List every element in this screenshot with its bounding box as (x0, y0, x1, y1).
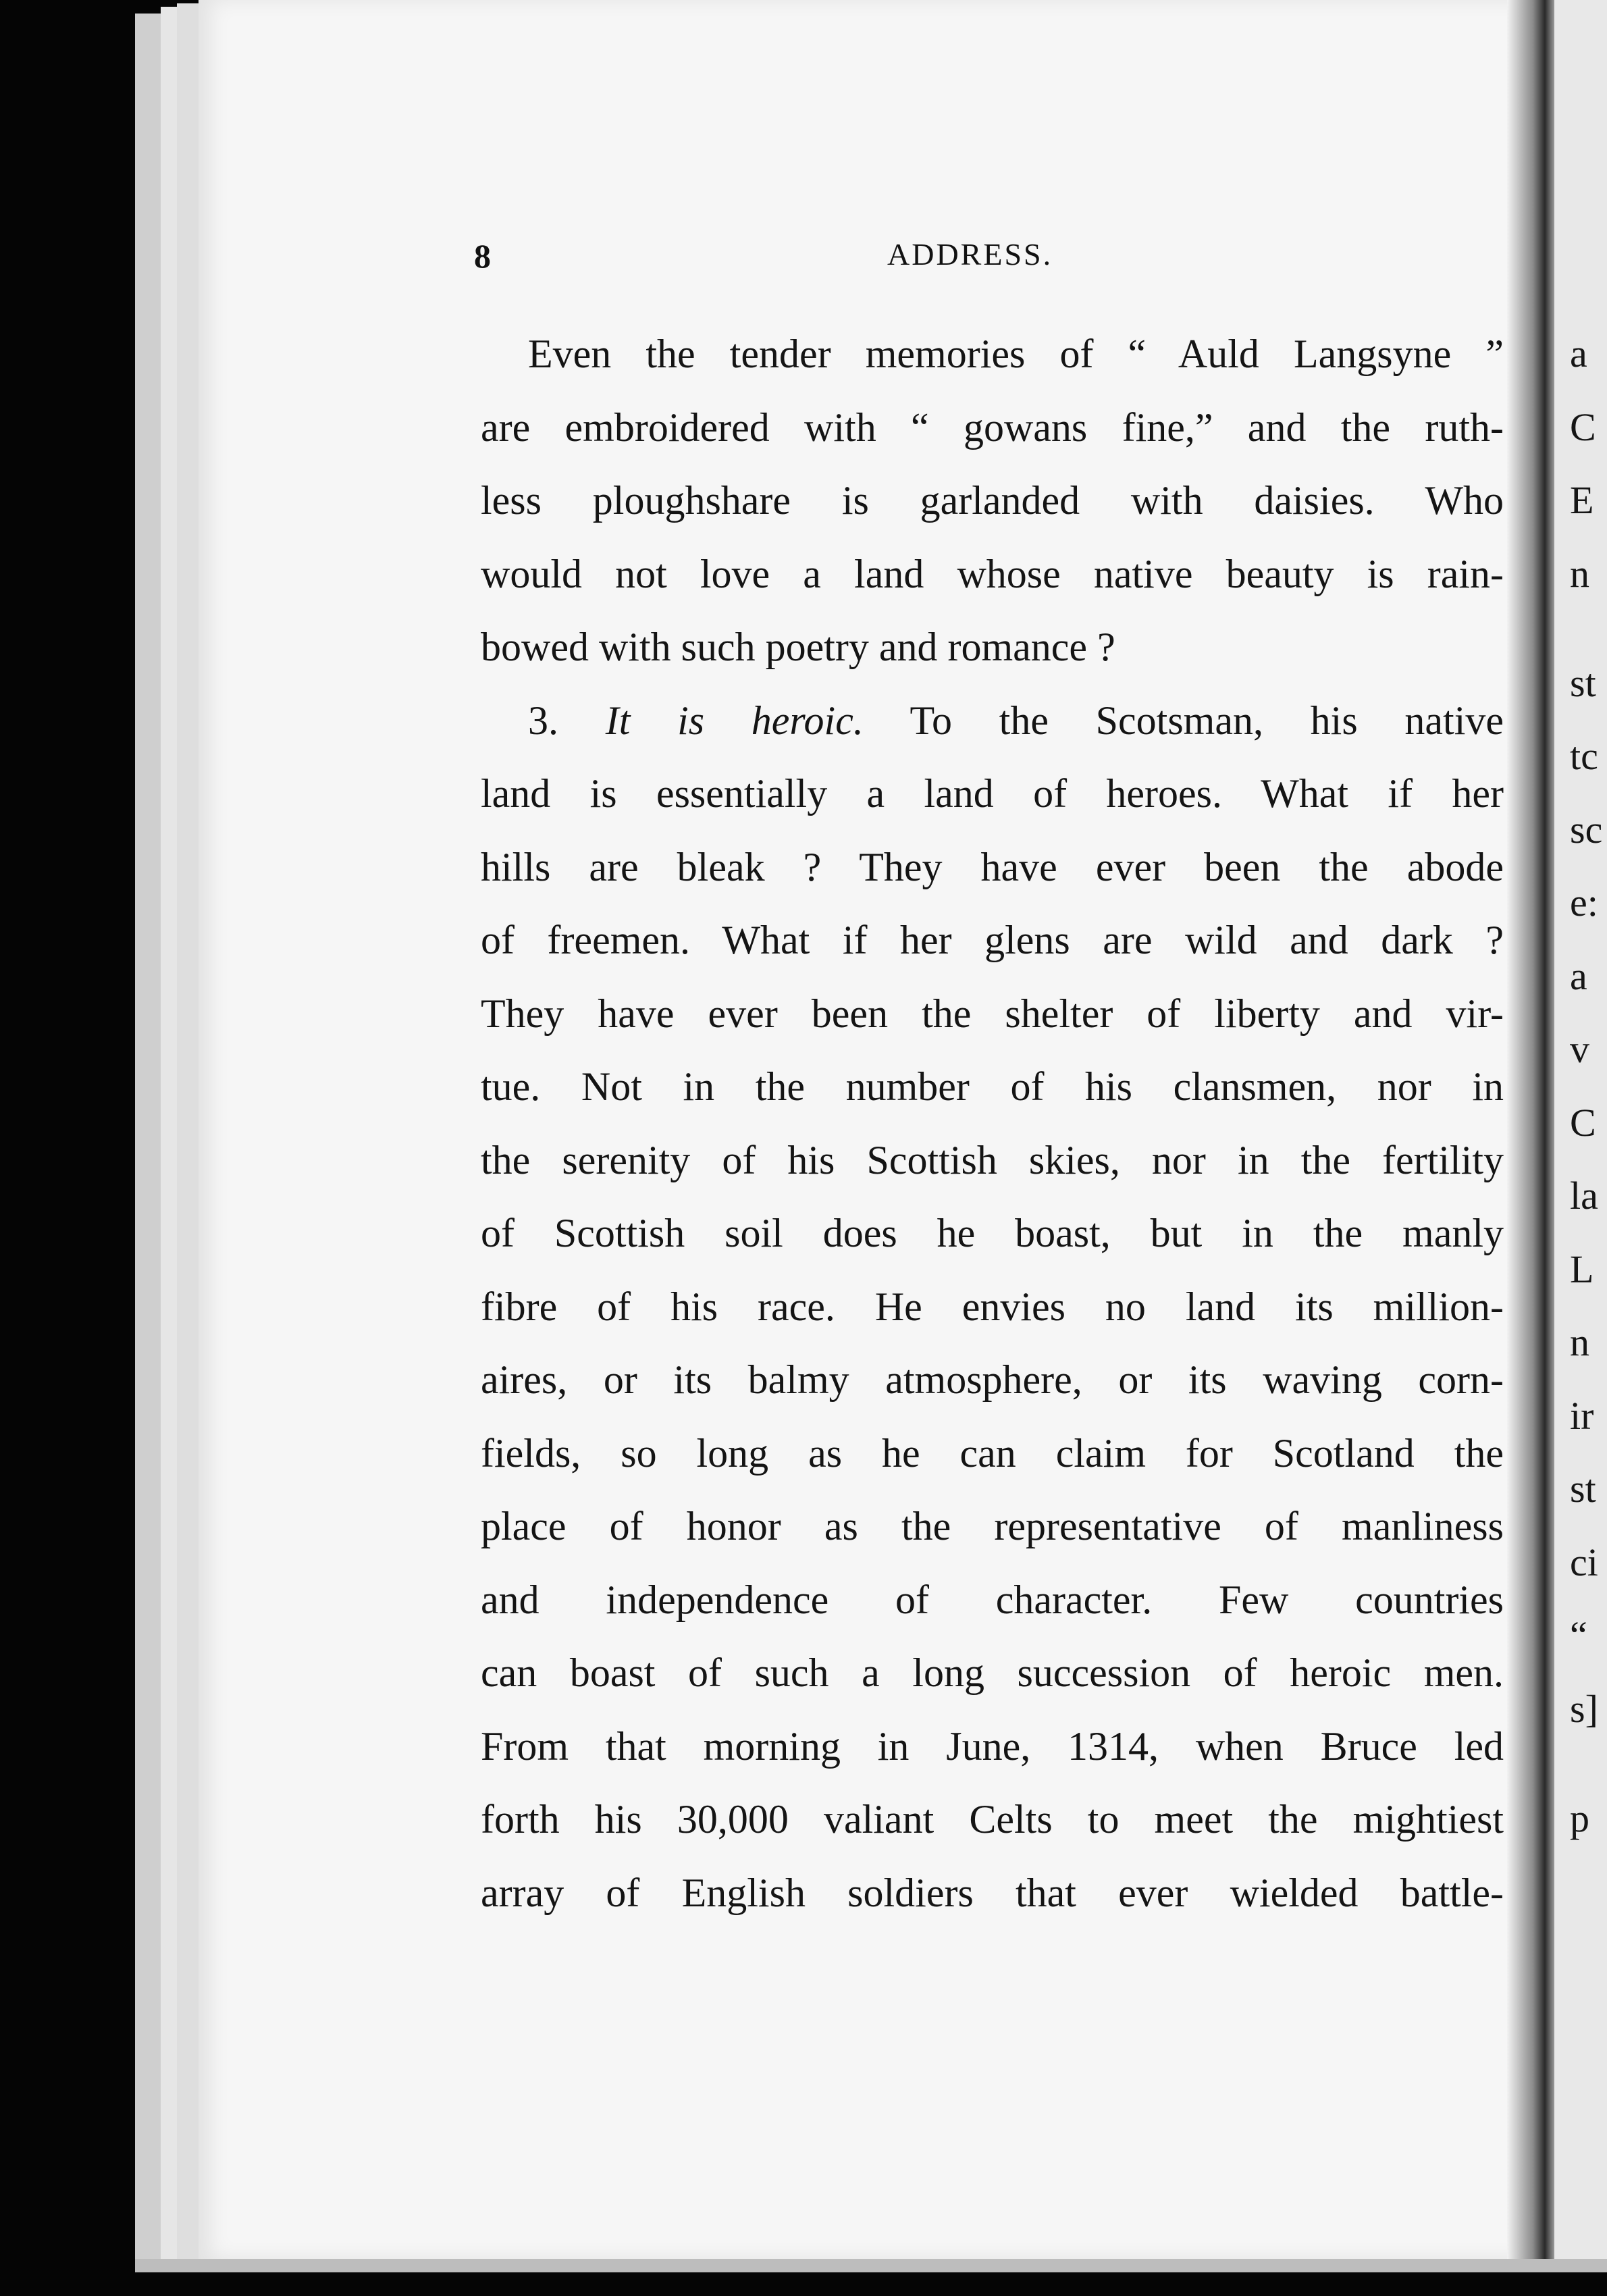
facing-fragment: s] (1570, 1686, 1598, 1731)
text-line: bowed with such poetry and romance ? (481, 625, 1115, 669)
text-line: From that morning in June, 1314, when Bruce led (481, 1723, 1504, 1769)
stacked-page-edge (135, 14, 161, 2262)
text-line: land is essentially a land of heroes. What if her (481, 771, 1504, 816)
facing-fragment: C (1570, 405, 1596, 449)
running-head-title: ADDRESS. (887, 237, 1053, 271)
facing-fragment: e: (1570, 881, 1598, 924)
section-number: 3. (528, 698, 558, 743)
text-line: are embroidered with “ gowans fine,” and the ruth- (481, 405, 1504, 450)
section-heading: It is heroic. (605, 698, 864, 743)
text-line: fibre of his race. He envies no land its million- (481, 1284, 1504, 1329)
facing-fragment: v (1570, 1027, 1589, 1071)
facing-fragment: st (1570, 660, 1596, 705)
facing-fragment: ir (1570, 1393, 1594, 1438)
text-line: of Scottish soil does he boast, but in the manly (481, 1211, 1504, 1255)
facing-fragment: sc (1570, 807, 1603, 852)
text-fragment: To the Scotsman, his native (910, 698, 1504, 743)
page-number: 8 (474, 237, 491, 275)
text-line: They have ever been the shelter of liberty and vir- (481, 991, 1504, 1036)
text-line: Even the tender memories of “ Auld Langsyne ” (528, 332, 1504, 376)
facing-fragment: E (1570, 478, 1594, 522)
facing-fragment: L (1570, 1247, 1594, 1291)
running-header (474, 236, 1082, 284)
facing-fragment: n (1570, 1320, 1589, 1364)
facing-fragment: tc (1570, 734, 1598, 778)
text-line: less ploughshare is garlanded with daisies. Who (481, 478, 1504, 523)
text-line: array of English soldiers that ever wielded battle- (481, 1870, 1504, 1915)
text-line: can boast of such a long succession of heroic men. (481, 1650, 1504, 1695)
text-line: aires, or its balmy atmosphere, or its waving corn- (481, 1357, 1504, 1402)
page-gutter (1507, 0, 1554, 2259)
facing-fragment: a (1570, 332, 1587, 375)
bottom-page-edge (135, 2259, 1607, 2272)
text-line: would not love a land whose native beauty is rain- (481, 551, 1504, 596)
facing-fragment: st (1570, 1467, 1596, 1511)
text-line: fields, so long as he can claim for Scotland the (481, 1430, 1504, 1476)
facing-fragment: “ (1570, 1613, 1587, 1657)
stacked-page-edge (177, 3, 199, 2266)
text-line: tue. Not in the number of his clansmen, nor in (481, 1064, 1504, 1109)
text-line: forth his 30,000 valiant Celts to meet the mightiest (481, 1797, 1504, 1842)
text-line: place of honor as the representative of manliness (481, 1504, 1504, 1548)
facing-fragment: a (1570, 954, 1587, 998)
facing-fragment: C (1570, 1100, 1596, 1145)
text-line: of freemen. What if her glens are wild and dark ? (481, 918, 1504, 962)
body-text (481, 317, 1504, 1929)
facing-page-text-fragments (1570, 317, 1607, 1855)
text-line: hills are bleak ? They have ever been the abode (481, 844, 1504, 889)
section-heading-line (481, 684, 1504, 758)
text-line: the serenity of his Scottish skies, nor in the fertility (481, 1137, 1504, 1182)
facing-fragment: la (1570, 1174, 1598, 1218)
facing-fragment: n (1570, 551, 1589, 596)
stacked-page-edge (161, 7, 177, 2266)
text-line: and independence of character. Few countries (481, 1577, 1504, 1622)
facing-fragment: p (1570, 1796, 1589, 1840)
facing-fragment: ci (1570, 1540, 1598, 1584)
